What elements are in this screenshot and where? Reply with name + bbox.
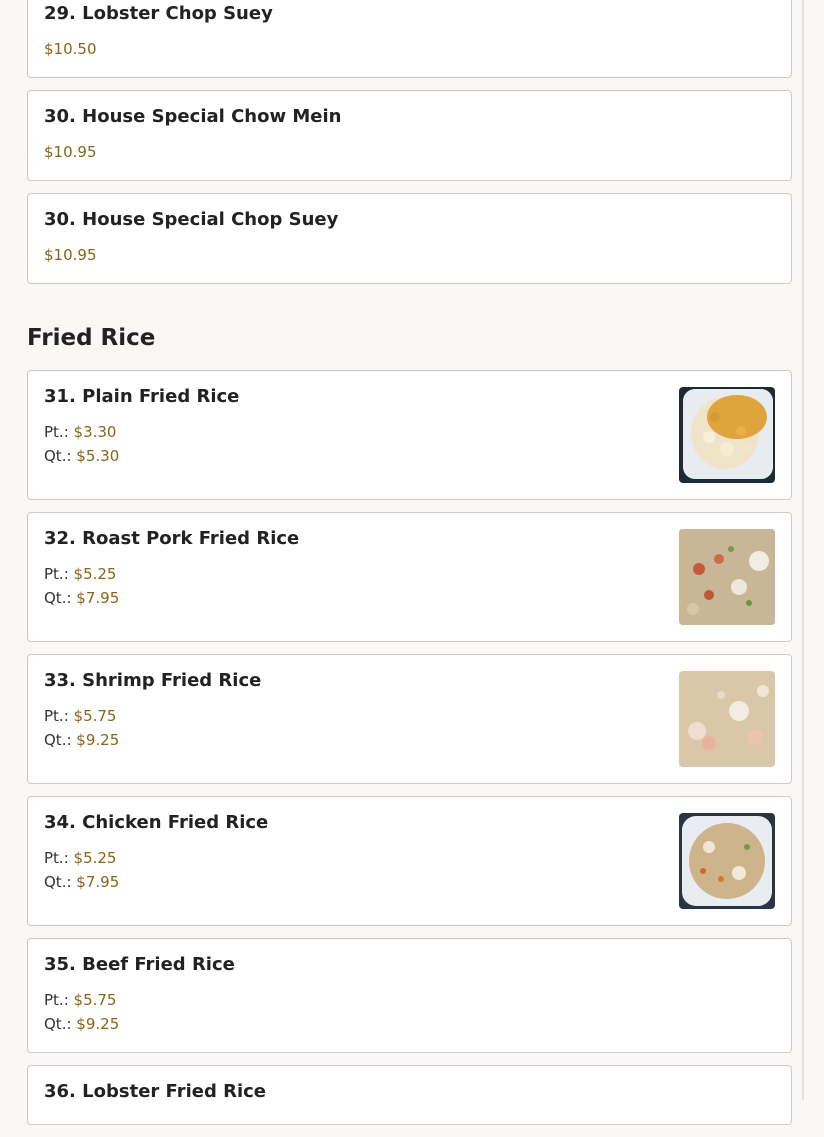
menu-item-title: 36. Lobster Fried Rice [44, 1081, 267, 1102]
roast-pork-fried-rice-photo[interactable] [679, 529, 775, 625]
menu-item-card[interactable] [27, 654, 792, 784]
quart-price: $5.30 [76, 447, 120, 465]
menu-item-card[interactable] [27, 1065, 792, 1125]
quart-price: $9.25 [76, 1015, 120, 1033]
quart-label: Qt.: [44, 873, 72, 891]
pint-label: Pt.: [44, 707, 69, 725]
quart-label: Qt.: [44, 731, 72, 749]
quart-price: $7.95 [76, 873, 120, 891]
menu-item-title: 35. Beef Fried Rice [44, 954, 235, 975]
pint-label: Pt.: [44, 991, 69, 1009]
quart-price: $7.95 [76, 589, 120, 607]
pint-price-line [44, 707, 116, 725]
menu-item-price: $10.95 [44, 143, 97, 161]
pint-price-line [44, 423, 116, 441]
pint-price: $5.75 [73, 991, 117, 1009]
section-title-fried-rice: Fried Rice [27, 325, 156, 351]
pint-price-line [44, 849, 116, 867]
pint-label: Pt.: [44, 423, 69, 441]
chicken-fried-rice-photo[interactable] [679, 813, 775, 909]
menu-item-card[interactable] [27, 796, 792, 926]
pint-price: $3.30 [73, 423, 117, 441]
quart-price-line [44, 731, 119, 749]
quart-label: Qt.: [44, 447, 72, 465]
quart-price-line [44, 447, 119, 465]
quart-label: Qt.: [44, 1015, 72, 1033]
menu-item-price: $10.95 [44, 246, 97, 264]
pint-label: Pt.: [44, 565, 69, 583]
menu-item-card[interactable] [27, 512, 792, 642]
menu-item-title: 30. House Special Chow Mein [44, 106, 342, 127]
menu-item-title: 33. Shrimp Fried Rice [44, 670, 262, 691]
pint-price: $5.75 [73, 707, 117, 725]
quart-label: Qt.: [44, 589, 72, 607]
menu-item-card[interactable] [27, 193, 792, 284]
plain-fried-rice-photo[interactable] [679, 387, 775, 483]
pint-price: $5.25 [73, 565, 117, 583]
menu-item-title: 30. House Special Chop Suey [44, 209, 339, 230]
pint-price: $5.25 [73, 849, 117, 867]
menu-item-title: 29. Lobster Chop Suey [44, 3, 273, 24]
page-divider [802, 0, 804, 1100]
menu-item-card[interactable] [27, 370, 792, 500]
menu-list [27, 0, 792, 1137]
quart-price-line [44, 1015, 119, 1033]
pint-price-line [44, 565, 116, 583]
menu-item-card[interactable] [27, 938, 792, 1053]
pint-price-line [44, 991, 116, 1009]
pint-label: Pt.: [44, 849, 69, 867]
quart-price-line [44, 589, 119, 607]
shrimp-fried-rice-photo[interactable] [679, 671, 775, 767]
menu-item-price: $10.50 [44, 40, 97, 58]
menu-item-title: 34. Chicken Fried Rice [44, 812, 269, 833]
menu-item-card[interactable] [27, 90, 792, 181]
quart-price-line [44, 873, 119, 891]
menu-item-card[interactable] [27, 0, 792, 78]
quart-price: $9.25 [76, 731, 120, 749]
menu-item-title: 32. Roast Pork Fried Rice [44, 528, 300, 549]
menu-item-title: 31. Plain Fried Rice [44, 386, 240, 407]
